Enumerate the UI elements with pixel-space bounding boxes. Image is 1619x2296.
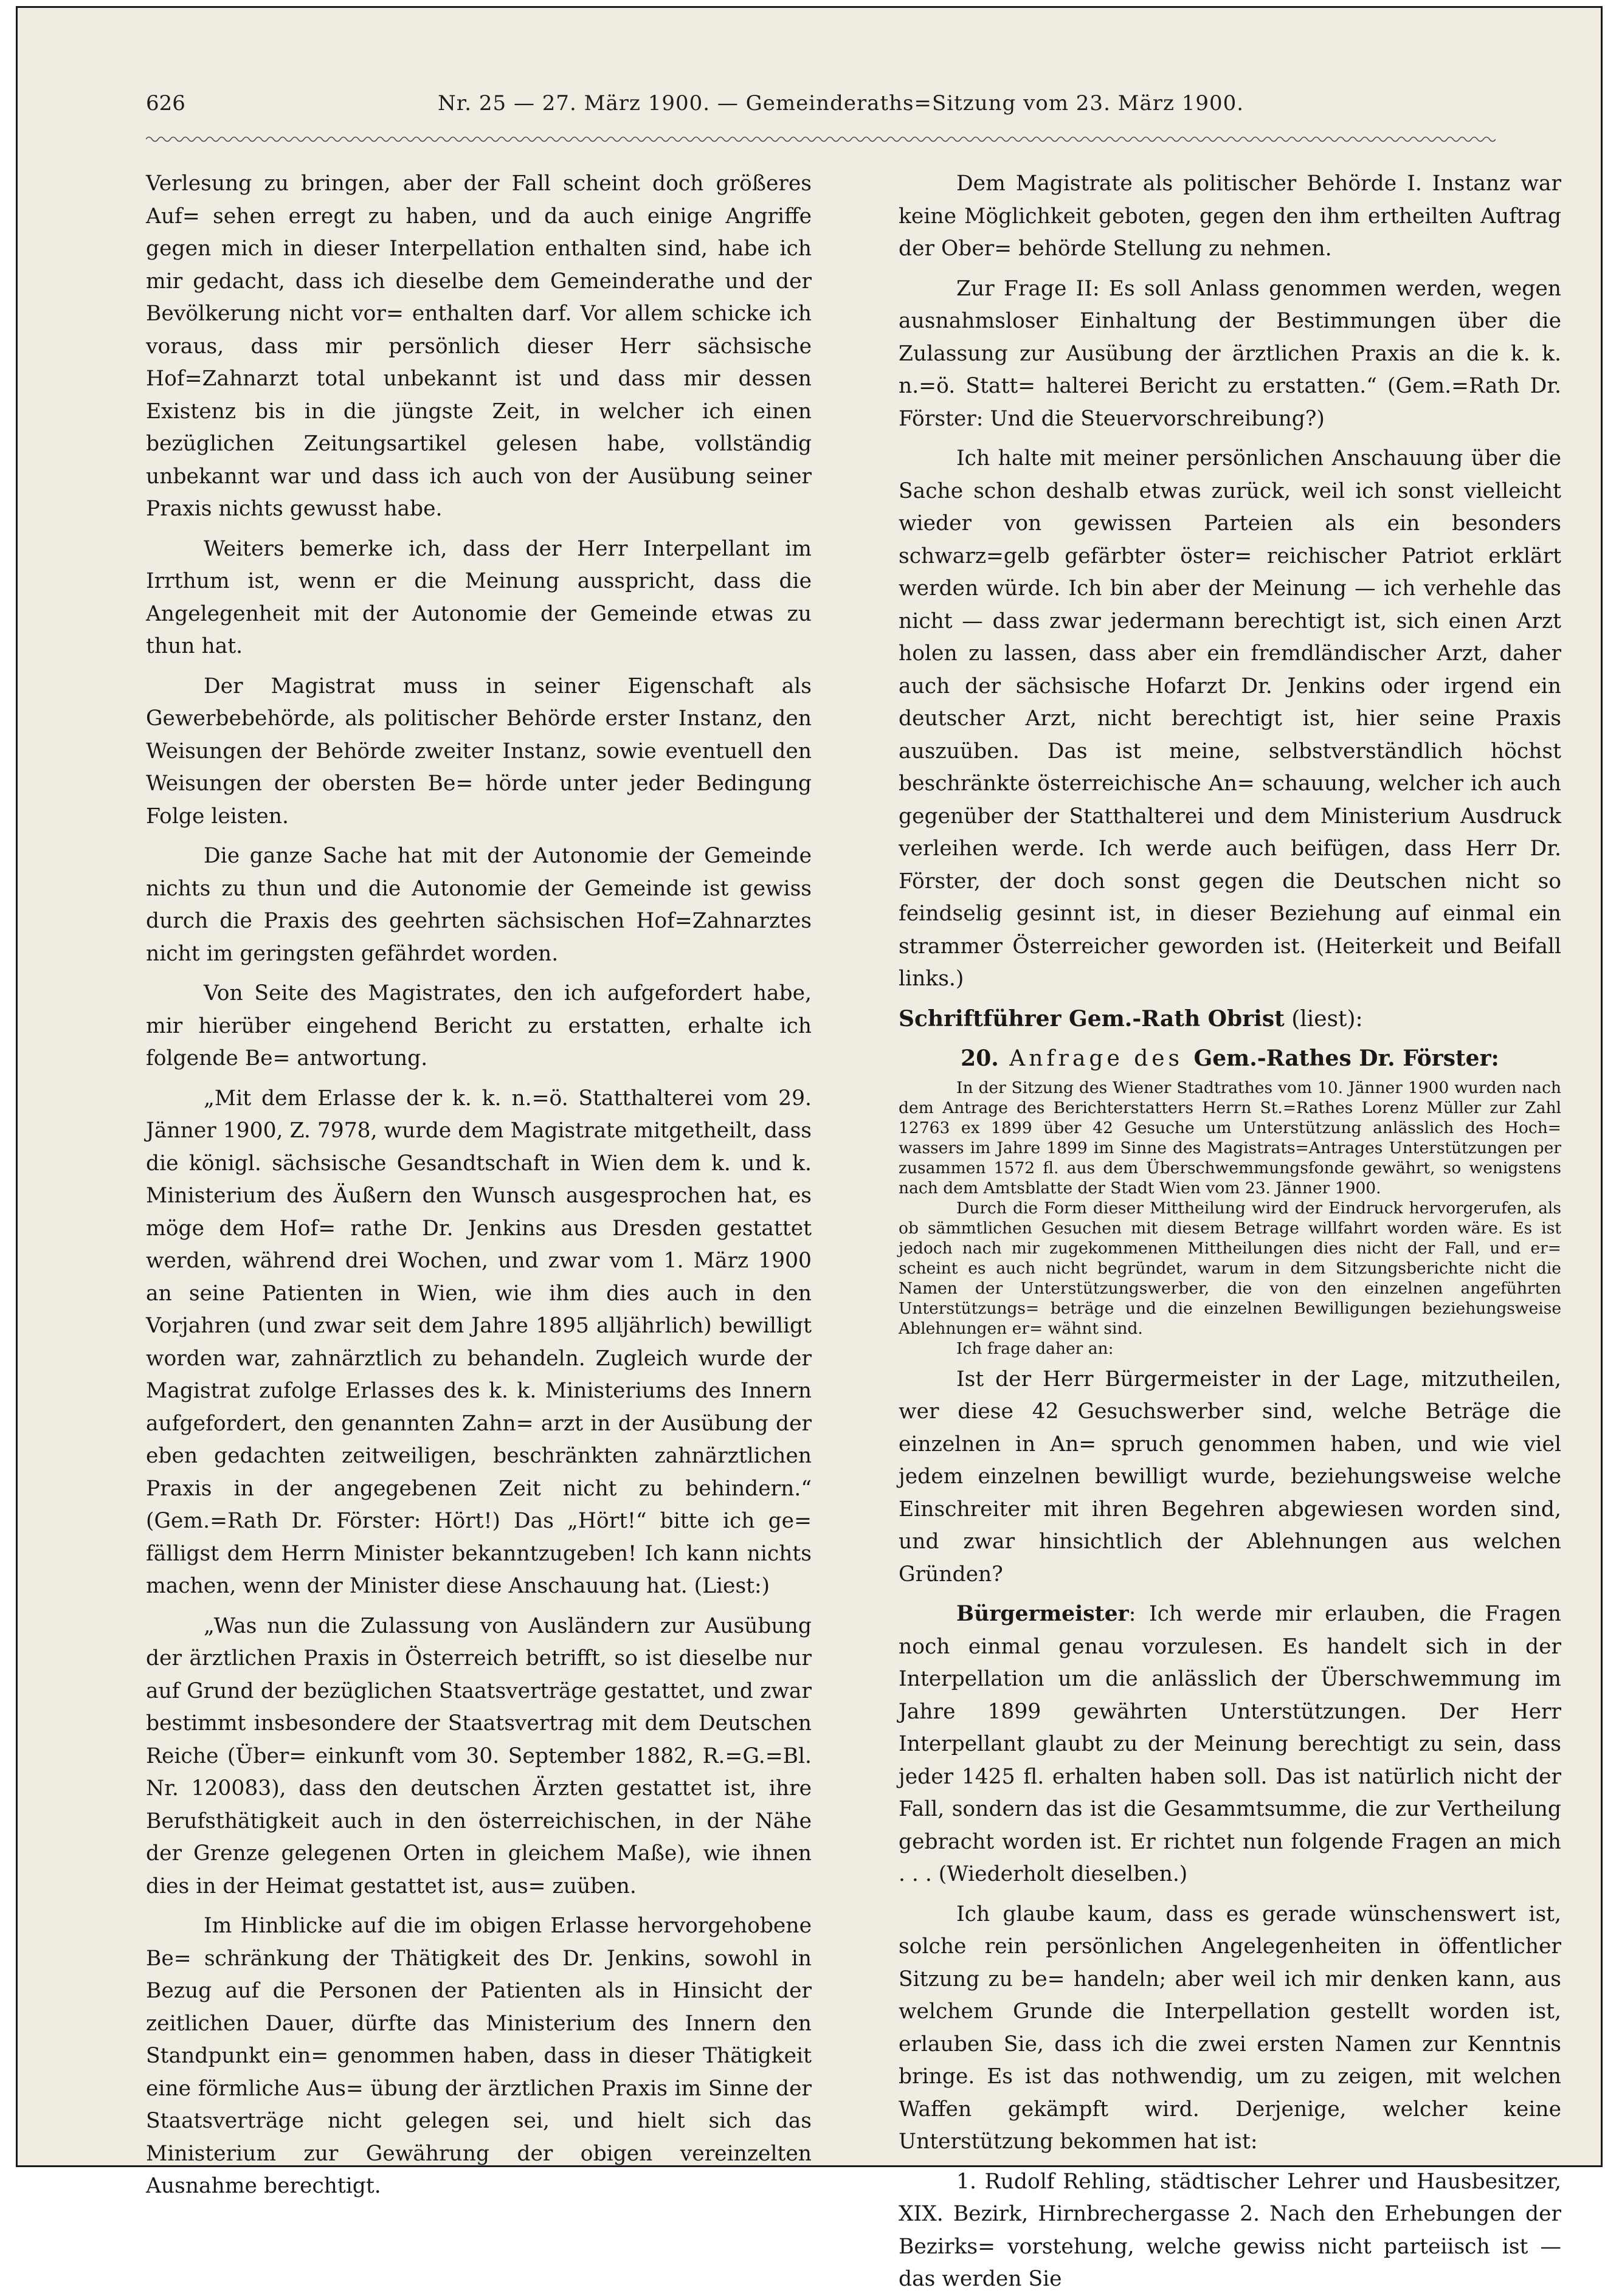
paragraph: Von Seite des Magistrates, den ich aufgefordert habe, mir hierüber eingehend Bericht zu erstatten, erhalte ich folgende Be= antwortung. <box>146 981 812 1070</box>
speaker-name: Bürgermeister <box>956 1602 1129 1626</box>
left-column <box>146 168 812 2203</box>
paragraph: Ist der Herr Bürgermeister in der Lage, mitzutheilen, wer diese 42 Gesuchswerber sind, welche Beträge die einzelnen in An= spruch genommen haben, und wie viel jedem einzelnen bewilligt wurde, beziehungsweise welche Einschreiter mit ihren Begehren abgewiesen worden sind, und zwar hinsichtlich der Ablehnungen aus welchen Gründen? <box>899 1367 1561 1587</box>
small-paragraph: Ich frage daher an: <box>956 1339 1114 1358</box>
paragraph: „Mit dem Erlasse der k. k. n.=ö. Statthalterei vom 29. Jänner 1900, Z. 7978, wurde dem Magistrate mitgetheilt, dass die königl. sächsische Gesandtschaft in Wien dem k. und k. Ministerium des Äußern den Wunsch ausgesprochen hat, es möge dem Hof= rathe Dr. Jenkins aus Dresden gestattet werden, während drei Wochen, und zwar vom 1. März 1900 an seine Patienten in Wien, wie ihm dies auch in den Vorjahren (und zwar seit dem Jahre 1895 alljährlich) bewilligt worden war, zahnärztlich zu behandeln. Zugleich wurde der Magistrat zufolge Erlasses des k. k. Ministeriums des Innern aufgefordert, den genannten Zahn= arzt in der Ausübung der eben gedachten zeitweiligen, beschränkten zahnärztlichen Praxis in der angegebenen Zeit nicht zu behindern.“ (Gem.=Rath Dr. Förster: Hört!) Das „Hört!“ bitte ich ge= fälligst dem Herrn Minister bekanntzugeben! Ich kann nichts machen, wenn der Minister diese Anschauung hat. (Liest:) <box>146 1086 812 1598</box>
page-header <box>146 91 1496 128</box>
paragraph: Der Magistrat muss in seiner Eigenschaft als Gewerbebehörde, als politischer Behörde erster Instanz, den Weisungen der Behörde zweiter Instanz, sowie eventuell den Weisungen der obersten Be= hörde unter jeder Bedingung Folge leisten. <box>146 674 812 829</box>
speaker-text: : Ich werde mir erlauben, die Fragen noch einmal genau vorzulesen. Es handelt sich in der Interpellation um die anlässlich der Überschwemmung im Jahre 1899 gewährten Unterstützungen. Der Herr Interpellant glaubt zu der Meinung berechtigt zu sein, dass jeder 1425 fl. erhalten haben soll. Das ist natürlich nicht der Fall, sondern das ist die Gesammtsumme, die zur Vertheilung gebracht worden ist. Er richtet nun folgende Fragen an mich . . . (Wiederholt dieselben.) <box>899 1602 1561 1886</box>
anfrage-text <box>899 1078 1561 1359</box>
paragraph: „Was nun die Zulassung von Ausländern zur Ausübung der ärztlichen Praxis in Österreich betrifft, so ist dieselbe nur auf Grund der bezüglichen Staatsverträge gestattet, und zwar bestimmt insbesondere der Staatsvertrag mit dem Deutschen Reiche (Über= einkunft vom 30. September 1882, R.=G.=Bl. Nr. 120083), dass den deutschen Ärzten gestattet ist, ihre Berufsthätigkeit auch in den österreichischen, in der Nähe der Grenze gelegenen Orten in gleichem Maße), wie ihnen dies in der Heimat gestattet ist, aus= zuüben. <box>146 1613 812 1898</box>
speaker-name: Schriftführer Gem.-Rath Obrist <box>899 1005 1285 1032</box>
speaker-paragraph <box>899 1598 1561 1891</box>
paragraph: Weiters bemerke ich, dass der Herr Interpellant im Irrthum ist, wenn er die Meinung ausspricht, dass die Angelegenheit mit der Autonomie der Gemeinde etwas zu thun hat. <box>146 536 812 658</box>
anfrage-colon: : <box>1491 1046 1499 1071</box>
small-paragraph: In der Sitzung des Wiener Stadtrathes vom 10. Jänner 1900 wurden nach dem Antrage des Berichterstatters Herrn St.=Rathes Lorenz Müller zur Zahl 12763 ex 1899 über 42 Gesuche um Unterstützung anlässlich des Hoch= wassers im Jahre 1899 im Sinne des Magistrats=Antrages Unterstützungen per zusammen 1572 fl. aus dem Überschwemmungsfonde gewährt, so wenigstens nach dem Amtsblatte der Stadt Wien vom 23. Jänner 1900. <box>899 1078 1561 1198</box>
anfrage-number: 20. <box>961 1046 999 1071</box>
small-paragraph: Durch die Form dieser Mittheilung wird der Eindruck hervorgerufen, als ob sämmtlichen Gesuchen mit diesem Betrage willfahrt worden wäre. Es ist jedoch nach mir zugekommenen Mittheilungen dies nicht der Fall, und er= scheint es auch nicht begründet, warum in dem Sitzungsberichte nicht die Namen der Unterstützungswerber, die von den einzelnen angeführten Unterstützungs= beträge und die einzelnen Bewilligungen beziehungsweise Ablehnungen er= wähnt sind. <box>899 1198 1561 1338</box>
anfrage-label: Anfrage des <box>998 1046 1194 1071</box>
running-head: Nr. 25 — 27. März 1900. — Gemeinderaths=Sitzung vom 23. März 1900. <box>438 91 1244 115</box>
paragraph: Die ganze Sache hat mit der Autonomie der Gemeinde nichts zu thun und die Autonomie der Gemeinde ist gewiss durch die Praxis des geehrten sächsischen Hof=Zahnarztes nicht im geringsten gefährdet worden. <box>146 844 812 966</box>
paragraph: Verlesung zu bringen, aber der Fall scheint doch größeres Auf= sehen erregt zu haben, und da auch einige Angriffe gegen mich in dieser Interpellation enthalten sind, habe ich mir gedacht, dass ich dieselbe dem Gemeinderathe und der Bevölkerung nicht vor= enthalten darf. Vor allem schicke ich voraus, dass mir persönlich dieser Herr sächsische Hof=Zahnarzt total unbekannt ist und dass mir dessen Existenz bis in die jüngste Zeit, in welcher ich einen bezüglichen Zeitungsartikel gelesen habe, vollständig unbekannt war und dass ich auch von der Ausübung seiner Praxis nichts gewusst habe. <box>146 171 812 521</box>
page-number: 626 <box>146 91 185 115</box>
paragraph: Dem Magistrate als politischer Behörde I. Instanz war keine Möglichkeit geboten, gegen den ihm ertheilten Auftrag der Ober= behörde Stellung zu nehmen. <box>899 171 1561 261</box>
header-wavy-rule <box>146 135 1496 143</box>
right-column <box>899 168 1561 2296</box>
paragraph: Ich halte mit meiner persönlichen Anschauung über die Sache schon deshalb etwas zurück, weil ich sonst vielleicht wieder von gewissen Parteien als ein besonders schwarz=gelb gefärbter öster= reichischer Patriot erklärt werden würde. Ich bin aber der Meinung — ich verhehle das nicht — dass zwar jedermann berechtigt ist, sich einen Arzt holen zu lassen, dass aber ein fremdländischer Arzt, daher auch der sächsische Hofarzt Dr. Jenkins oder irgend ein deutscher Arzt, nicht berechtigt ist, hier seine Praxis auszuüben. Das ist meine, selbstverständlich höchst beschränkte österreichische An= schauung, welcher ich auch gegenüber der Statthalterei und dem Ministerium Ausdruck verleihen werde. Ich werde auch beifügen, dass Herr Dr. Förster, der doch sonst gegen die Deutschen nicht so feindselig gesinnt ist, in dieser Beziehung auf einmal ein strammer Österreicher geworden ist. (Heiterkeit und Beifall links.) <box>899 446 1561 991</box>
speaker-line <box>899 1003 1561 1036</box>
paragraph: 1. Rudolf Rehling, städtischer Lehrer und Hausbesitzer, XIX. Bezirk, Hirnbrechergasse 2. Nach den Erhebungen der Bezirks= vorstehung, welche gewiss nicht parteiisch ist — das werden Sie <box>899 2169 1561 2291</box>
speaker-note: (liest): <box>1284 1006 1363 1032</box>
anfrage-heading <box>899 1043 1561 1075</box>
anfrage-name: Gem.-Rathes Dr. Förster <box>1193 1046 1491 1071</box>
paragraph: Im Hinblicke auf die im obigen Erlasse hervorgehobene Be= schränkung der Thätigkeit des Dr. Jenkins, sowohl in Bezug auf die Personen der Patienten als in Hinsicht der zeitlichen Dauer, dürfte das Ministerium des Innern den Standpunkt ein= genommen haben, dass in dieser Thätigkeit eine förmliche Aus= übung der ärztlichen Praxis im Sinne der Staatsverträge nicht gelegen sei, und hielt sich das Ministerium zur Gewährung der obigen vereinzelten Ausnahme berechtigt. <box>146 1914 812 2198</box>
paragraph: Zur Frage II: Es soll Anlass genommen werden, wegen ausnahmsloser Einhaltung der Bestimmungen über die Zulassung zur Ausübung der ärztlichen Praxis an die k. k. n.=ö. Statt= halterei Bericht zu erstatten.“ (Gem.=Rath Dr. Förster: Und die Steuervorschreibung?) <box>899 276 1561 431</box>
paragraph: Ich glaube kaum, dass es gerade wünschenswert ist, solche rein persönlichen Angelegenheiten in öffentlicher Sitzung zu be= handeln; aber weil ich mir denken kann, aus welchem Grunde die Interpellation gestellt worden ist, erlauben Sie, dass ich die zwei ersten Namen zur Kenntnis bringe. Es ist das nothwendig, um zu zeigen, mit welchen Waffen gekämpft wird. Derjenige, welcher keine Unterstützung bekommen hat ist: <box>899 1901 1561 2154</box>
